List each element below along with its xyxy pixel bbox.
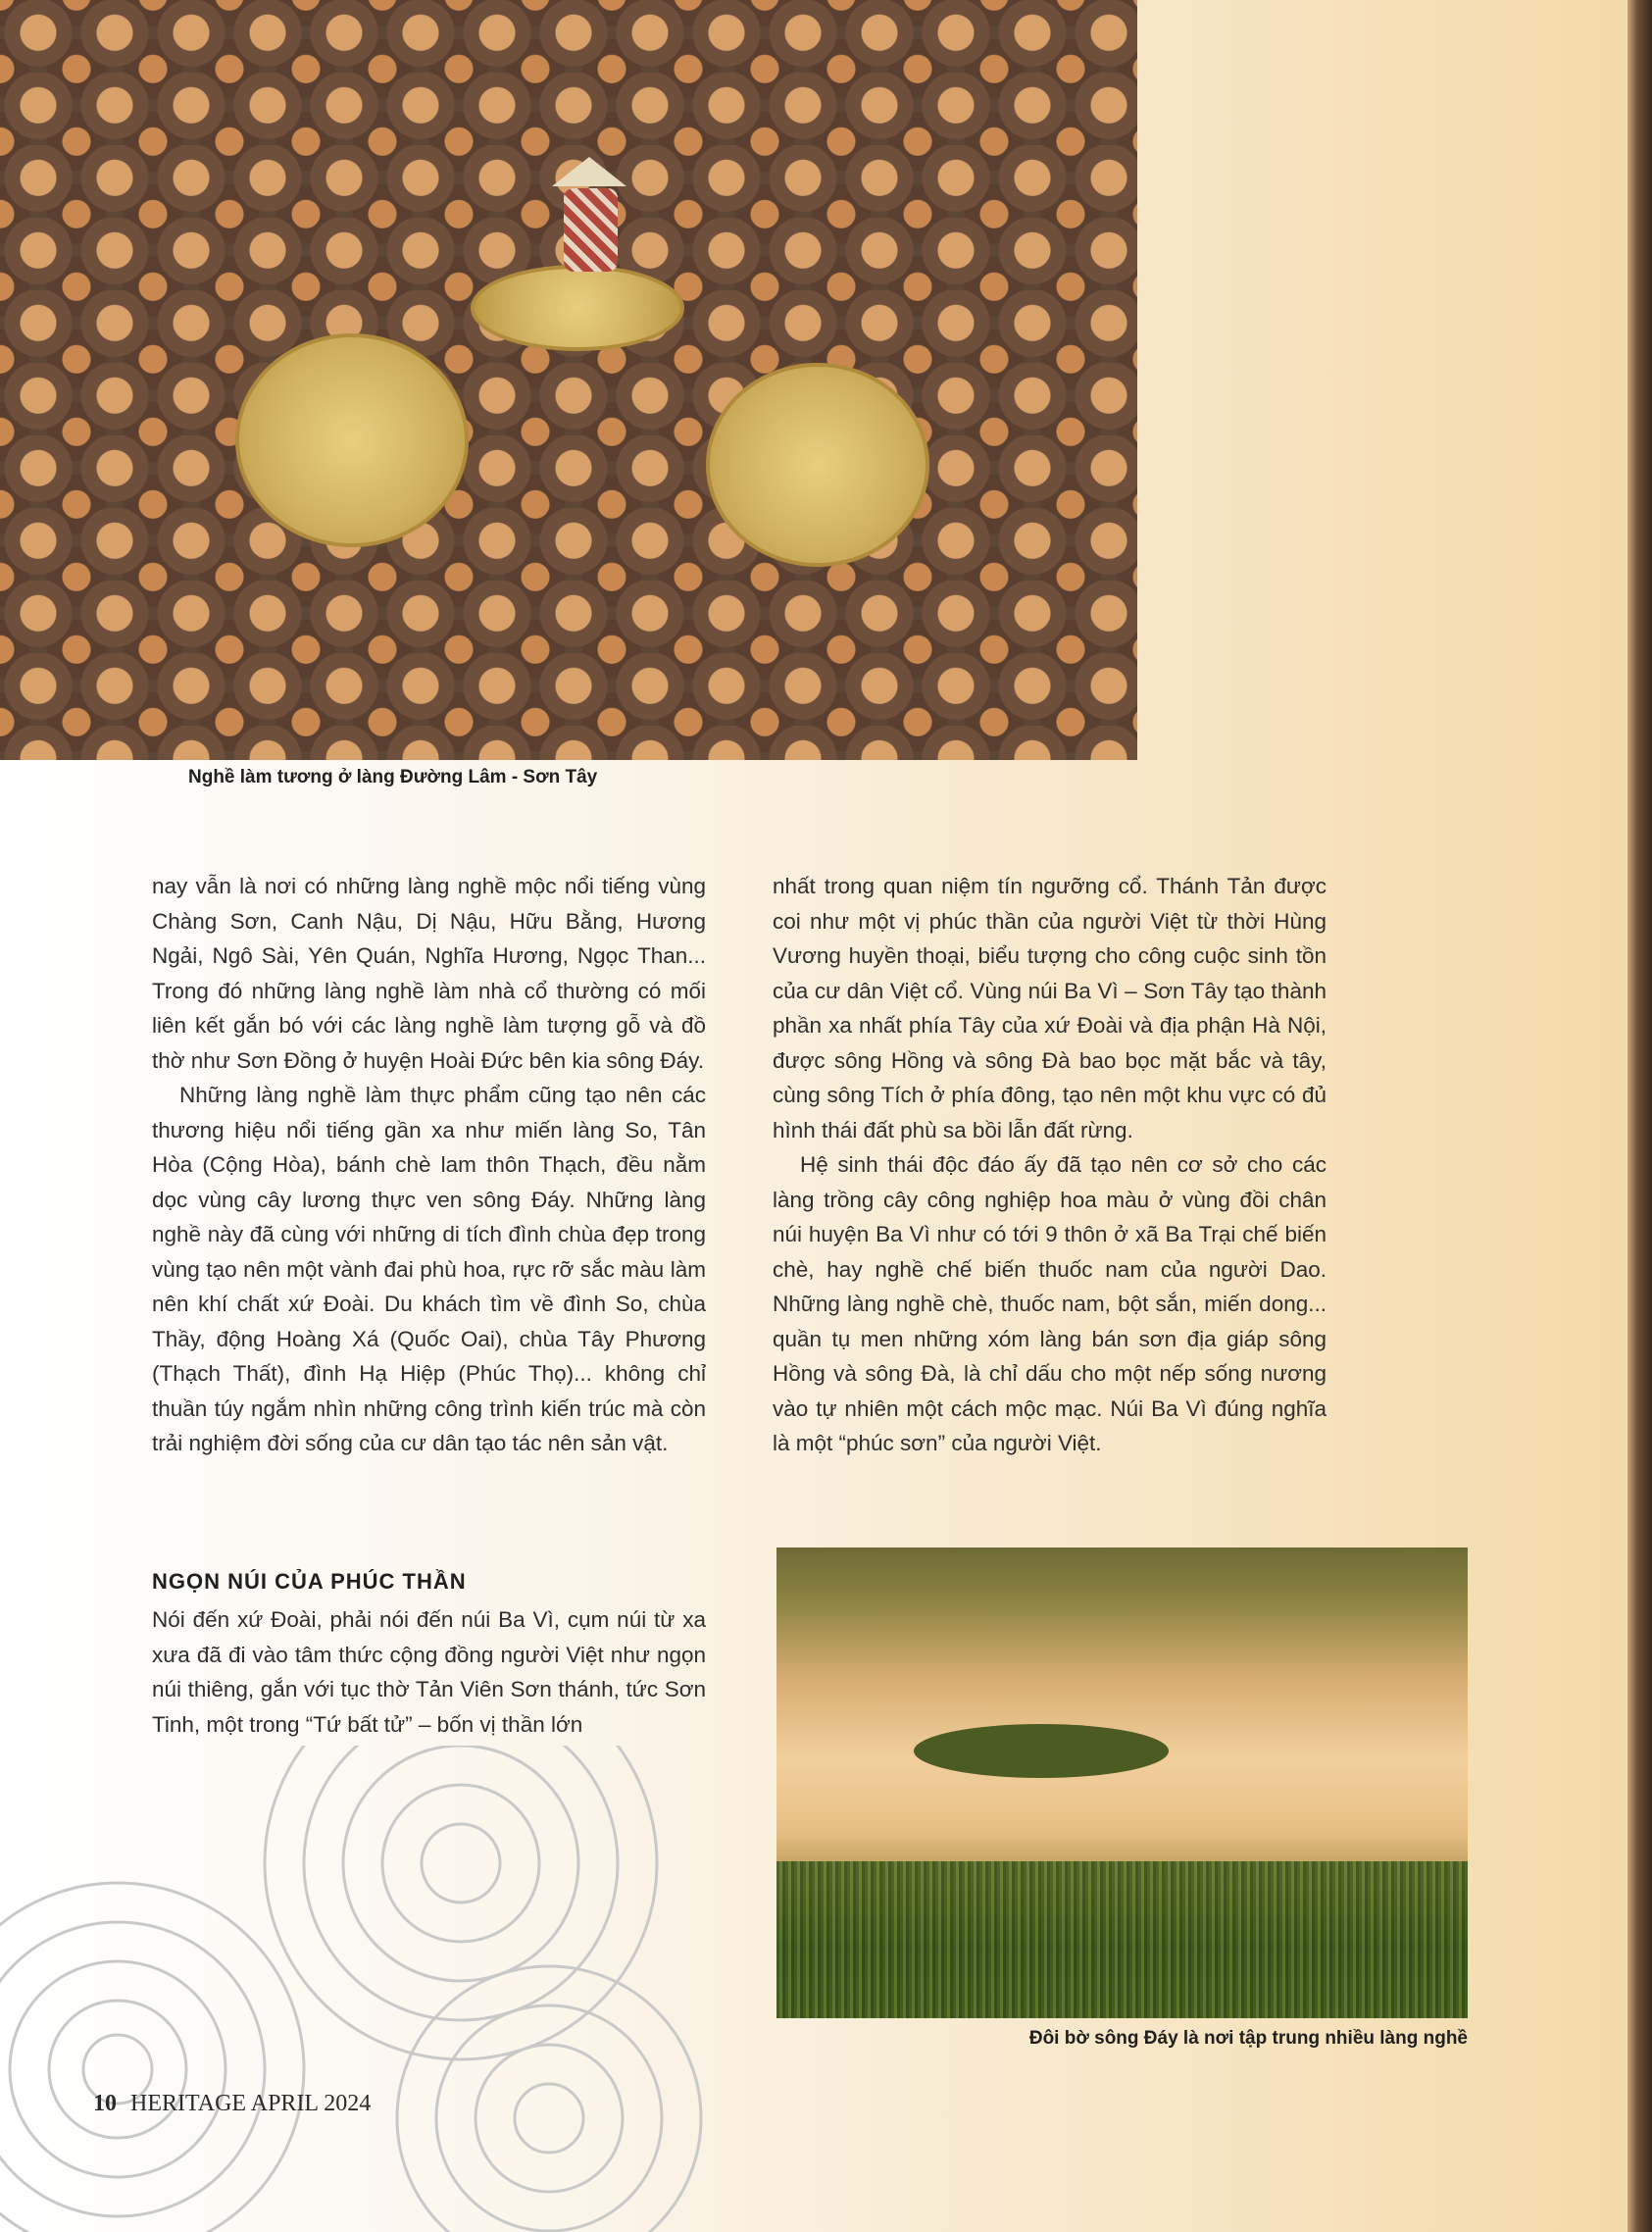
right-column-text [773, 869, 1327, 1461]
adjacent-page-edge [1627, 0, 1652, 2232]
paragraph: Hệ sinh thái độc đáo ấy đã tạo nên cơ sở cho các làng trồng cây công nghiệp hoa màu ở vùng đồi chân núi huyện Ba Vì như có tới 9 thôn ở xã Ba Trại chế biến chè, hay nghề chế biến thuốc nam của người Dao. Những làng nghề chè, thuốc nam, bột sắn, miến dong... quần tụ men những xóm làng bán sơn địa giáp sông Hồng và sông Đà, là chỉ dấu cho một nếp sống nương vào tự nhiên một cách mộc mạc. Núi Ba Vì đúng nghĩa là một “phúc sơn” của người Việt. [773, 1152, 1327, 1455]
worker-figure [534, 157, 642, 304]
photo-soy-sauce-jars [0, 0, 1137, 760]
page-number: 10 [93, 2091, 117, 2116]
paragraph: Những làng nghề làm thực phẩm cũng tạo nên các thương hiệu nổi tiếng gần xa như miến làng So, Tân Hòa (Cộng Hòa), bánh chè lam thôn Thạch, đều nằm dọc vùng cây lương thực ven sông Đáy. Những làng nghề này đã cùng với những di tích đình chùa đẹp trong vùng tạo nên một vành đai phù hoa, rực rỡ sắc màu làm nên khí chất xứ Đoài. Du khách tìm về đình So, chùa Thầy, động Hoàng Xá (Quốc Oai), chùa Tây Phương (Thạch Thất), đình Hạ Hiệp (Phúc Thọ)... không chỉ thuần túy ngắm nhìn những công trình kiến trúc mà còn trải nghiệm đời sống của cư dân tạo tác nên sản vật. [152, 1083, 706, 1455]
page-footer [93, 2091, 371, 2117]
issue-date: APRIL 2024 [250, 2091, 372, 2116]
coiled-baskets-decoration [0, 1746, 980, 2232]
left-column-text [152, 869, 706, 1461]
conical-hat [552, 157, 626, 186]
caption-top-photo: Nghề làm tương ở làng Đường Lâm - Sơn Tây [188, 767, 598, 787]
paragraph: nay vẫn là nơi có những làng nghề mộc nổi tiếng vùng Chàng Sơn, Canh Nậu, Dị Nậu, Hữu Bằng, Hương Ngải, Ngô Sài, Yên Quán, Nghĩa Hương, Ngọc Than... Trong đó những làng nghề làm nhà cổ thường có mối liên kết gắn bó với các làng nghề làm tượng gỗ và đồ thờ như Sơn Đồng ở huyện Hoài Đức bên kia sông Đáy. [152, 874, 706, 1073]
magazine-name: HERITAGE [130, 2091, 247, 2116]
drying-tray [706, 363, 929, 567]
left-column-text-continued [152, 1602, 706, 1742]
worker-body [564, 188, 618, 272]
paragraph: nhất trong quan niệm tín ngưỡng cổ. Thánh Tản được coi như một vị phúc thần của người Việt từ thời Hùng Vương huyền thoại, biểu tượng cho công cuộc sinh tồn của cư dân Việt cổ. Vùng núi Ba Vì – Sơn Tây tạo thành phần xa nhất phía Tây của xứ Đoài và địa phận Hà Nội, được sông Hồng và sông Đà bao bọc mặt bắc và tây, cùng sông Tích ở phía đông, tạo nên một khu vực có đủ hình thái đất phù sa bồi lẫn đất rừng. [773, 874, 1327, 1142]
drying-tray [235, 333, 469, 547]
section-heading: NGỌN NÚI CỦA PHÚC THẦN [152, 1569, 467, 1594]
paragraph: Nói đến xứ Đoài, phải nói đến núi Ba Vì, cụm núi từ xa xưa đã đi vào tâm thức cộng đồng người Việt như ngọn núi thiêng, gắn với tục thờ Tản Viên Sơn thánh, tức Sơn Tinh, một trong “Tứ bất tử” – bốn vị thần lớn [152, 1607, 706, 1737]
caption-river-photo: Đôi bờ sông Đáy là nơi tập trung nhiều làng nghề [1028, 2028, 1468, 2049]
